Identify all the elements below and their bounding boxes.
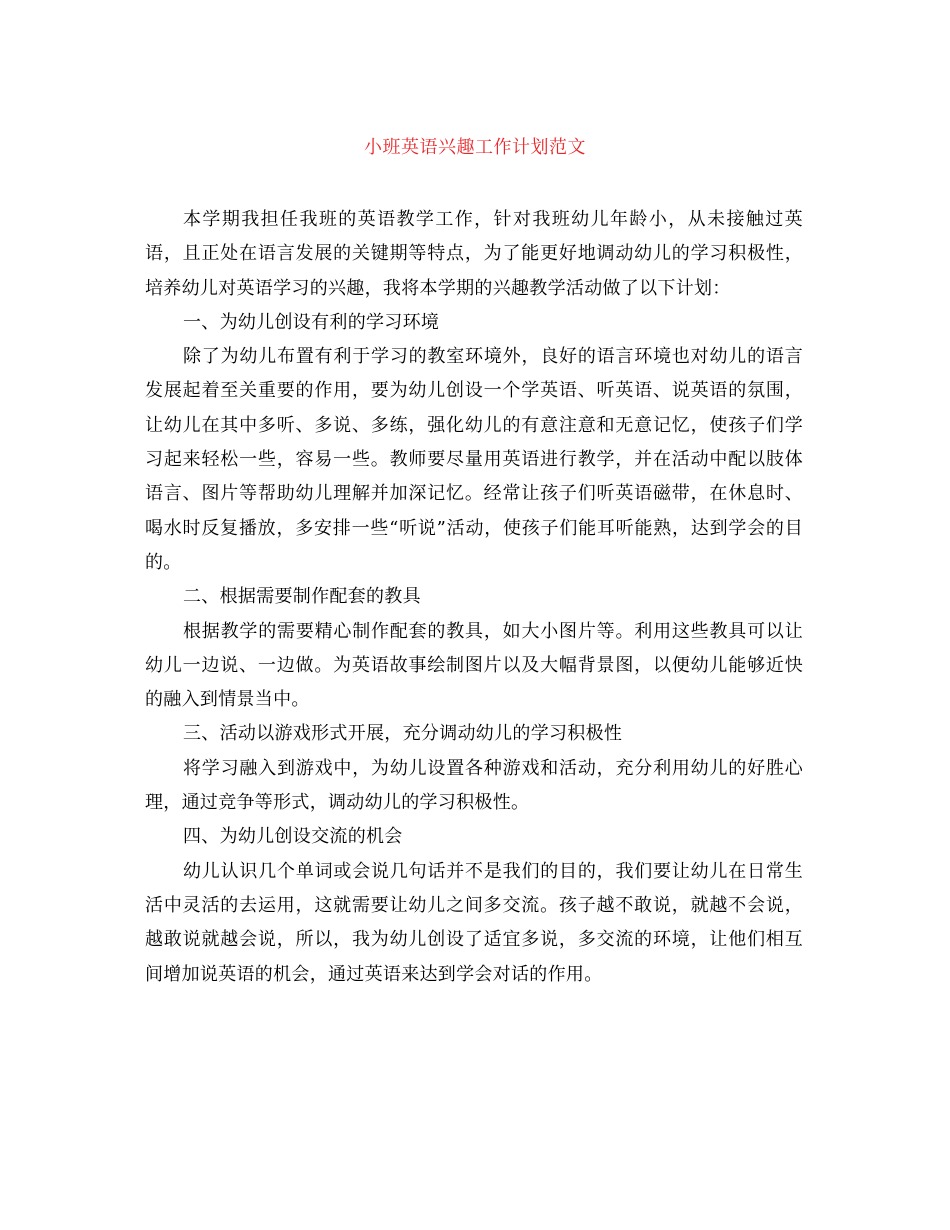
paragraph-section-3: 将学习融入到游戏中，为幼儿设置各种游戏和活动，充分利用幼儿的好胜心理，通过竞争等形式，调动幼儿的学习积极性。	[145, 757, 803, 814]
document-body	[145, 203, 803, 992]
paragraph-section-1: 除了为幼儿布置有利于学习的教室环境外，良好的语言环境也对幼儿的语言发展起着至关重要的作用，要为幼儿创设一个学英语、听英语、说英语的氛围，让幼儿在其中多听、多说、多练，强化幼儿的有意注意和无意记忆，使孩子们学习起来轻松一些，容易一些。教师要尽量用英语进行教学，并在活动中配以肢体语言、图片等帮助幼儿理解并加深记忆。经常让孩子们听英语磁带，在休息时、喝水时反复播放，多安排一些“听说”活动，使孩子们能耳听能熟，达到学会的目的。	[145, 346, 803, 573]
section-heading-4: 四、为幼儿创设交流的机会	[183, 826, 403, 848]
paragraph-section-4: 幼儿认识几个单词或会说几句话并不是我们的目的，我们要让幼儿在日常生活中灵活的去运用，这就需要让幼儿之间多交流。孩子越不敢说，就越不会说，越敢说就越会说，所以，我为幼儿创设了适宜多说，多交流的环境，让他们相互间增加说英语的机会，通过英语来达到学会对话的作用。	[145, 860, 803, 985]
section-heading-3: 三、活动以游戏形式开展，充分调动幼儿的学习积极性	[183, 723, 623, 745]
section-heading-2: 二、根据需要制作配套的教具	[183, 586, 421, 608]
section-heading-1: 一、为幼儿创设有利的学习环境	[183, 311, 440, 333]
document-title: 小班英语兴趣工作计划范文	[364, 137, 586, 158]
paragraph-section-2: 根据教学的需要精心制作配套的教具，如大小图片等。利用这些教具可以让幼儿一边说、一边做。为英语故事绘制图片以及大幅背景图，以便幼儿能够近快的融入到情景当中。	[145, 620, 803, 711]
paragraph-intro: 本学期我担任我班的英语教学工作，针对我班幼儿年龄小，从未接触过英语，且正处在语言发展的关键期等特点，为了能更好地调动幼儿的学习积极性，培养幼儿对英语学习的兴趣，我将本学期的兴趣教学活动做了以下计划：	[145, 209, 803, 299]
document-page	[145, 0, 805, 1230]
